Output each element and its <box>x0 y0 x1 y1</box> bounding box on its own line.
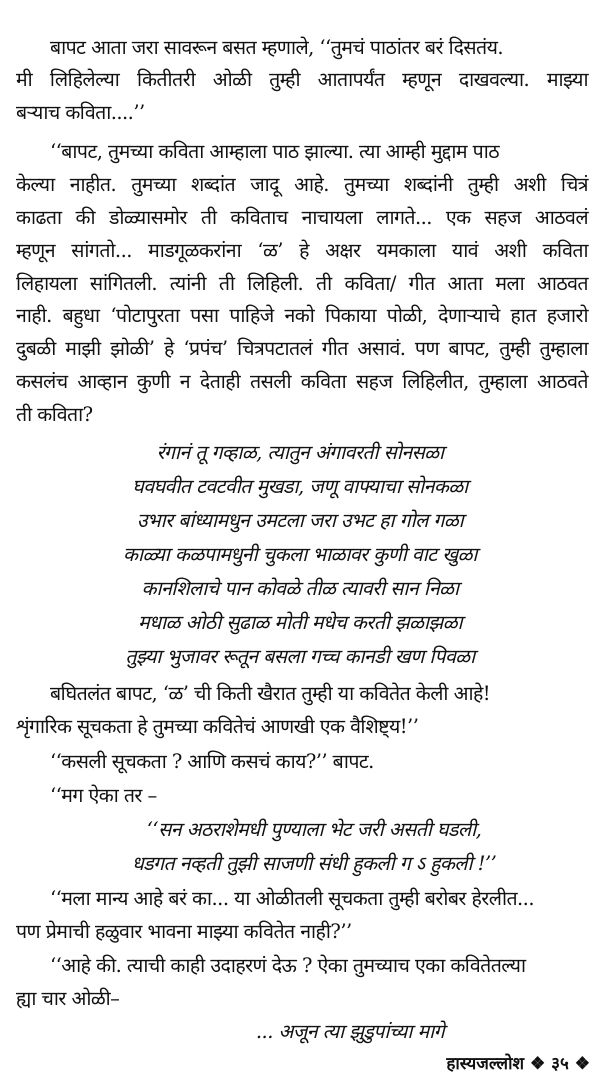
verse-line: उभार बांध्यामधुन उमटला जरा उभट हा गोल गळा <box>136 509 464 532</box>
paragraph-line: दुबळी माझी झोळी’ हे ‘प्रपंच’ चित्रपटातलं गीत असावं. पण बापट, तुम्ही तुम्हाला <box>16 337 588 360</box>
paragraph-line: ह्या चार ओळी– <box>16 987 120 1010</box>
verse-line: रंगानं तू गव्हाळ, त्यातुन अंगावरती सोनसळा <box>156 441 444 464</box>
dialogue-line: ‘‘आहे की. त्याची काही उदाहरणं देऊ ? ऐका तुमच्याच एका कवितेतल्या <box>50 954 526 977</box>
paragraph-line: नाही. बहुधा ‘पोटापुरता पसा पाहिजे नको पिकाया पोळी, देणाऱ्याचे हात हजारो <box>16 304 588 327</box>
paragraph-line: शृंगारिक सूचकता हे तुमच्या कवितेचं आणखी एक वैशिष्ट्य!’’ <box>16 715 419 738</box>
dialogue-line: ‘‘मला मान्य आहे बरं का... या ओळीतली सूचकता तुम्ही बरोबर हेरलीत... <box>50 887 534 910</box>
paragraph-line: बऱ्याच कविता....’’ <box>16 101 145 124</box>
paragraph-line: म्हणून सांगतो... माडगूळकरांना ‘ळ’ हे अक्षर यमकाला यावं अशी कविता <box>16 239 588 262</box>
paragraph-line: लिहायला सांगितली. त्यांनी ती लिहिली. ती कविता/ गीत आता मला आठवत <box>16 272 588 295</box>
verse-line: तुझ्या भुजावर रूतून बसला गच्च कानडी खण पिवळा <box>125 645 475 668</box>
paragraph-line: बघितलंत बापट, ‘ळ’ ची किती खैरात तुम्ही या कवितेत केली आहे! <box>50 682 491 705</box>
verse-line: कानशिलाचे पान कोवळे तीळ त्यावरी सान निळा <box>141 577 459 600</box>
ornament-icon: ❖ <box>574 1054 590 1074</box>
paragraph-line: पण प्रेमाची हळुवार भावना माझ्या कवितेत नाही?’’ <box>16 920 352 943</box>
paragraph-line: कसलंच आव्हान कुणी न देताही तसली कविता सहज लिहिलीत, तुम्हाला आठवते <box>16 370 588 393</box>
verse-line: काळ्या कळपामधुनी चुकला भाळावर कुणी वाट खुळा <box>123 543 477 566</box>
book-title: हास्यजल्लोश <box>446 1054 525 1074</box>
verse-line: मधाळ ओठी सुढाळ मोती मधेच करती झळाझळा <box>137 611 463 634</box>
paragraph-line: ती कविता? <box>16 403 93 426</box>
paragraph-line: मी लिहिलेल्या कितीतरी ओळी तुम्ही आतापर्यंत म्हणून दाखवल्या. माझ्या <box>16 68 588 91</box>
paragraph-line: ‘‘बापट, तुमच्या कविता आम्हाला पाठ झाल्या. त्या आम्ही मुद्दाम पाठ <box>50 140 499 163</box>
paragraph-line: काढता की डोळ्यासमोर ती कविताच नाचायला लागते... एक सहज आठवलं <box>16 206 588 229</box>
paragraph-line: बापट आता जरा सावरून बसत म्हणाले, ‘‘तुमचं पाठांतर बरं दिसतंय. <box>50 36 504 59</box>
verse-line: ‘‘सन अठराशेमधी पुण्याला भेट जरी असती घडली, <box>146 818 482 841</box>
page-footer <box>446 1051 590 1074</box>
paragraph-line: केल्या नाहीत. तुमच्या शब्दांत जादू आहे. तुमच्या शब्दांनी तुम्ही अशी चित्रं <box>16 173 588 196</box>
dialogue-line: ‘‘कसली सूचकता ? आणि कसचं काय?’’ बापट. <box>50 750 374 773</box>
dialogue-line: ‘‘मग ऐका तर – <box>50 784 157 807</box>
verse-line: घवघवीत टवटवीत मुखडा, जणू वाफ्याचा सोनकळा <box>132 475 468 498</box>
verse-line: धडगत नव्हती तुझी साजणी संधी हुकली ग ऽ हुकली !’’ <box>131 852 497 875</box>
ornament-icon: ❖ <box>529 1054 546 1074</box>
verse-line: ... अजून त्या झुडुपांच्या मागे <box>255 1020 445 1043</box>
page-number: ३५ <box>551 1054 569 1074</box>
